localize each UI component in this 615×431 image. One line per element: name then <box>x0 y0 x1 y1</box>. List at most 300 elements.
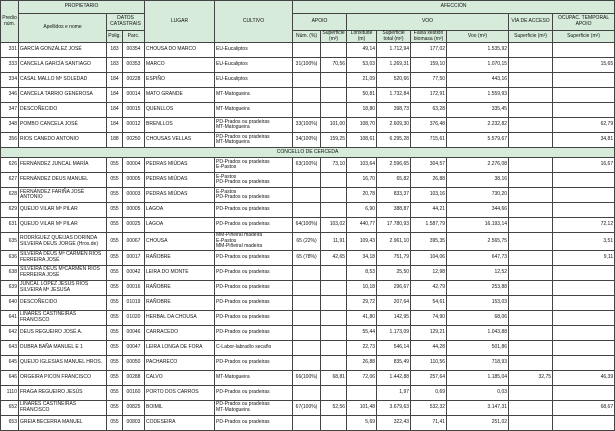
cell-superficie-total: 833,37 <box>377 188 411 203</box>
cell-faixa-xestion: 0,69 <box>411 385 447 400</box>
cell-faixa-xestion: 54,61 <box>411 295 447 310</box>
header-ocupac: OCUPAC. TEMPORAL APOIO <box>553 14 615 31</box>
cell-predio: 635 <box>1 233 19 251</box>
header-parc: Parc. <box>123 31 145 43</box>
cell-ocupac-superficie: 68,67 <box>553 400 615 415</box>
cell-polig: 055 <box>107 218 123 233</box>
table-row <box>1 250 615 265</box>
header-apellidos-nome: Apellidos e nome <box>19 14 107 43</box>
cell-cultivo: PD-Prados ou pradeiras MT-Matogueira <box>215 118 293 133</box>
cell-apoio-num <box>293 265 321 280</box>
cell-apoio-num: 64(100%) <box>293 218 321 233</box>
cell-lugar: RAÑOBRE <box>145 295 215 310</box>
cell-lonxitude: 49,14 <box>347 43 377 58</box>
cell-predio: 640 <box>1 295 19 310</box>
cell-parc: 00017 <box>123 250 145 265</box>
table-row <box>1 340 615 355</box>
cell-apoio-superficie <box>321 415 347 430</box>
cell-faixa-xestion: 44,21 <box>411 203 447 218</box>
header-num: Núm. (%) <box>293 31 321 43</box>
cell-apoio-num <box>293 173 321 188</box>
cell-lonxitude: 53,03 <box>347 58 377 73</box>
cell-via-superficie: 32,75 <box>509 370 553 385</box>
cell-apoio-superficie <box>321 385 347 400</box>
cell-voo-m2: 2.565,75 <box>447 233 509 251</box>
header-afeccion: AFECCIÓN <box>293 1 615 14</box>
cell-ocupac-superficie: 9,11 <box>553 250 615 265</box>
cell-lonxitude: 55,44 <box>347 325 377 340</box>
cell-apoio-superficie: 101,00 <box>321 118 347 133</box>
table-row <box>1 265 615 280</box>
cell-superficie-total: 142,95 <box>377 310 411 325</box>
cell-lugar: ESPIÑO <box>145 73 215 88</box>
cell-predio: 333 <box>1 58 19 73</box>
cell-superficie-total: 25,50 <box>377 265 411 280</box>
cell-lonxitude: 26,88 <box>347 355 377 370</box>
cell-apoio-superficie <box>321 295 347 310</box>
cell-parc: 01020 <box>123 310 145 325</box>
cell-owner-name: QUEIJO IGLESIAS MANUEL HROS. <box>19 355 107 370</box>
cell-polig: 055 <box>107 340 123 355</box>
cell-faixa-xestion: 110,56 <box>411 355 447 370</box>
cell-predio: 348 <box>1 118 19 133</box>
cell-via-superficie <box>509 233 553 251</box>
cell-faixa-xestion: 12,98 <box>411 265 447 280</box>
cell-apoio-num: 31(100%) <box>293 58 321 73</box>
cell-ocupac-superficie <box>553 173 615 188</box>
cell-via-superficie <box>509 280 553 295</box>
cell-owner-name: CASAL MALLO Mª SOLEDAD <box>19 73 107 88</box>
cell-cultivo: C-Labor-labradío secaño <box>215 340 293 355</box>
cell-cultivo: EU-Eucaliptos <box>215 58 293 73</box>
cell-parc: 00067 <box>123 233 145 251</box>
cell-predio: 627 <box>1 173 19 188</box>
cell-polig: 055 <box>107 325 123 340</box>
cell-predio: 347 <box>1 103 19 118</box>
header-via-superficie: Superficie (m²) <box>509 31 553 43</box>
cell-apoio-num <box>293 325 321 340</box>
cell-lonxitude: 108,70 <box>347 118 377 133</box>
cell-predio: 652 <box>1 400 19 415</box>
cell-lugar: PACHARECO <box>145 355 215 370</box>
cell-lugar: CHOUSA DO MARCO <box>145 43 215 58</box>
cell-via-superficie <box>509 250 553 265</box>
cell-owner-name: FERNÁNDEZ FARIÑA JOSÉ ANTONIO <box>19 188 107 203</box>
cell-polig: 055 <box>107 385 123 400</box>
header-polig: Polig. <box>107 31 123 43</box>
cell-via-superficie <box>509 88 553 103</box>
header-apoio: APOIO <box>293 14 347 31</box>
cell-lonxitude: 8,53 <box>347 265 377 280</box>
cell-cultivo: MT-Matogueira <box>215 370 293 385</box>
cell-lugar: CARRACEDO <box>145 325 215 340</box>
cell-superficie-total: 1.712,94 <box>377 43 411 58</box>
cell-superficie-total: 1.173,09 <box>377 325 411 340</box>
cell-predio: 638 <box>1 265 19 280</box>
cell-predio: 645 <box>1 355 19 370</box>
cell-faixa-xestion: 26,88 <box>411 173 447 188</box>
cell-apoio-superficie <box>321 340 347 355</box>
cell-apoio-num: 65 (78%) <box>293 250 321 265</box>
cell-parc: 00042 <box>123 265 145 280</box>
cell-apoio-num <box>293 340 321 355</box>
cell-parc: 00250 <box>123 133 145 148</box>
cell-apoio-superficie <box>321 73 347 88</box>
cell-via-superficie <box>509 325 553 340</box>
cell-via-superficie <box>509 218 553 233</box>
cell-polig: 055 <box>107 355 123 370</box>
cell-polig: 055 <box>107 233 123 251</box>
cell-apoio-num: 67(100%) <box>293 400 321 415</box>
cell-apoio-superficie: 11,91 <box>321 233 347 251</box>
cell-faixa-xestion: 103,16 <box>411 188 447 203</box>
header-datos-catastrais: DATOS CATASTRAIS <box>107 14 145 31</box>
cell-voo-m2: 12,52 <box>447 265 509 280</box>
cell-predio: 628 <box>1 188 19 203</box>
header-voo-m2: Voo (m²) <box>447 31 509 43</box>
table-row <box>1 400 615 415</box>
header-voo: VOO <box>347 14 509 31</box>
table-row <box>1 415 615 430</box>
cell-voo-m2: 501,86 <box>447 340 509 355</box>
cell-via-superficie <box>509 58 553 73</box>
cell-lugar: MARCO <box>145 58 215 73</box>
cell-parc: 01019 <box>123 295 145 310</box>
header-faixa-xestion: Faixa xestión biomasa (m²) <box>411 31 447 43</box>
cell-apoio-num <box>293 188 321 203</box>
cell-apoio-num: 63(100%) <box>293 158 321 173</box>
cell-via-superficie <box>509 73 553 88</box>
cell-apoio-superficie: 52,56 <box>321 400 347 415</box>
cell-parc: 00012 <box>123 118 145 133</box>
cell-superficie-total: 296,67 <box>377 280 411 295</box>
cell-ocupac-superficie <box>553 188 615 203</box>
cell-via-superficie <box>509 385 553 400</box>
cell-owner-name: CANCELA GARCÍA SANTIAGO <box>19 58 107 73</box>
cell-superficie-total: 2.961,10 <box>377 233 411 251</box>
cell-voo-m2: 1.070,15 <box>447 58 509 73</box>
cell-faixa-xestion: 395,35 <box>411 233 447 251</box>
cell-voo-m2: 68,06 <box>447 310 509 325</box>
cell-lonxitude: 440,77 <box>347 218 377 233</box>
cell-apoio-num <box>293 203 321 218</box>
cell-via-superficie <box>509 173 553 188</box>
cell-apoio-num <box>293 295 321 310</box>
cell-apoio-num <box>293 88 321 103</box>
cell-lonxitude: 108,61 <box>347 133 377 148</box>
cell-cultivo: PD-Prados ou pradeiras <box>215 280 293 295</box>
cell-apoio-num <box>293 43 321 58</box>
cell-polig: 183 <box>107 43 123 58</box>
cell-lugar: LEIRA LONGA DE FORA <box>145 340 215 355</box>
cell-ocupac-superficie <box>553 203 615 218</box>
cell-ocupac-superficie <box>553 310 615 325</box>
cell-faixa-xestion: 77,50 <box>411 73 447 88</box>
cell-parc: 00047 <box>123 340 145 355</box>
cell-lugar: RAÑOBRE <box>145 250 215 265</box>
cell-superficie-total: 546,14 <box>377 340 411 355</box>
cell-lugar: LEIRA DO MONTE <box>145 265 215 280</box>
cell-predio: 346 <box>1 88 19 103</box>
cell-faixa-xestion: 304,57 <box>411 158 447 173</box>
cell-parc: 00160 <box>123 385 145 400</box>
cell-via-superficie <box>509 188 553 203</box>
cell-predio: 636 <box>1 250 19 265</box>
cell-voo-m2: 1.559,93 <box>447 88 509 103</box>
cell-lonxitude: 22,73 <box>347 340 377 355</box>
table-row <box>1 218 615 233</box>
table-header <box>1 1 615 43</box>
cell-cultivo: PD-Prados ou pradeiras <box>215 265 293 280</box>
cell-apoio-num: 65 (22%) <box>293 233 321 251</box>
cell-via-superficie <box>509 118 553 133</box>
cell-parc: 00050 <box>123 355 145 370</box>
cell-lugar: CHOUSA <box>145 233 215 251</box>
cell-apoio-num <box>293 280 321 295</box>
cell-polig: 183 <box>107 58 123 73</box>
cell-lugar: PORTO DOS CARROS <box>145 385 215 400</box>
cell-apoio-num <box>293 73 321 88</box>
table-row <box>1 173 615 188</box>
cell-polig: 188 <box>107 133 123 148</box>
cell-lugar: CALVO <box>145 370 215 385</box>
cell-lugar: BRENLLOS <box>145 118 215 133</box>
cell-voo-m2: 251,02 <box>447 415 509 430</box>
cell-ocupac-superficie <box>553 43 615 58</box>
table-row <box>1 203 615 218</box>
cell-apoio-num <box>293 385 321 400</box>
cell-lonxitude: 21,09 <box>347 73 377 88</box>
cell-ocupac-superficie: 16,67 <box>553 158 615 173</box>
cell-owner-name: DESCOÑECIDO <box>19 103 107 118</box>
cell-owner-name: POMBO CANCELA JOSÉ <box>19 118 107 133</box>
cell-ocupac-superficie: 3,51 <box>553 233 615 251</box>
cell-parc: 00005 <box>123 203 145 218</box>
cell-predio: 331 <box>1 43 19 58</box>
cell-lonxitude: 6,90 <box>347 203 377 218</box>
cell-superficie-total: 398,73 <box>377 103 411 118</box>
cell-parc: 00016 <box>123 280 145 295</box>
cell-parc: 00005 <box>123 173 145 188</box>
cell-lugar: BOIMIL <box>145 400 215 415</box>
cell-voo-m2: 38,16 <box>447 173 509 188</box>
cell-polig: 055 <box>107 370 123 385</box>
cell-via-superficie <box>509 355 553 370</box>
cell-superficie-total: 1.442,88 <box>377 370 411 385</box>
cell-apoio-superficie: 73,10 <box>321 158 347 173</box>
cell-superficie-total: 1.732,84 <box>377 88 411 103</box>
cell-polig: 055 <box>107 250 123 265</box>
cell-voo-m2: 1.535,92 <box>447 43 509 58</box>
cell-polig: 055 <box>107 295 123 310</box>
cell-superficie-total: 3.679,63 <box>377 400 411 415</box>
cell-cultivo: PD-Prados ou pradeiras <box>215 310 293 325</box>
cell-parc: 00003 <box>123 188 145 203</box>
cell-owner-name: QUEIJO VILAR Mª PILAR <box>19 203 107 218</box>
cell-voo-m2: 730,20 <box>447 188 509 203</box>
cell-faixa-xestion: 159,10 <box>411 58 447 73</box>
cell-lugar: RAÑOBRE <box>145 280 215 295</box>
cell-via-superficie <box>509 415 553 430</box>
cell-apoio-superficie <box>321 325 347 340</box>
cell-polig: 184 <box>107 88 123 103</box>
table-row <box>1 73 615 88</box>
cell-parc: 00803 <box>123 415 145 430</box>
cell-via-superficie <box>509 158 553 173</box>
cell-lonxitude <box>347 385 377 400</box>
cell-lonxitude: 5,69 <box>347 415 377 430</box>
cell-cultivo: E-Pastos PD-Prados ou pradeiras <box>215 173 293 188</box>
cell-lonxitude: 41,80 <box>347 310 377 325</box>
table-row <box>1 233 615 251</box>
table-row <box>1 118 615 133</box>
header-superficie-total: Superficie total (m²) <box>377 31 411 43</box>
cell-apoio-superficie <box>321 103 347 118</box>
cell-owner-name: DUBRA BAÑA MANUEL E 1 <box>19 340 107 355</box>
cell-superficie-total: 751,79 <box>377 250 411 265</box>
cell-voo-m2: 5.579,67 <box>447 133 509 148</box>
cell-owner-name: QUEIJO VILAR Mª PILAR <box>19 218 107 233</box>
cell-superficie-total: 2.609,30 <box>377 118 411 133</box>
cell-lugar: CODESEIRA <box>145 415 215 430</box>
cell-apoio-superficie: 68,81 <box>321 370 347 385</box>
cell-faixa-xestion: 42,79 <box>411 280 447 295</box>
cell-superficie-total: 17.780,93 <box>377 218 411 233</box>
cell-voo-m2: 2.276,08 <box>447 158 509 173</box>
cell-cultivo: EU-Eucaliptos <box>215 43 293 58</box>
cell-apoio-superficie <box>321 265 347 280</box>
cell-owner-name: SILVEIRA DEUS Mª CARMEN RIOS FERREIRA JOSÉ <box>19 250 107 265</box>
cell-ocupac-superficie <box>553 415 615 430</box>
cell-parc: 00354 <box>123 43 145 58</box>
cell-lonxitude: 20,78 <box>347 188 377 203</box>
cell-owner-name: DESCOÑECIDO <box>19 295 107 310</box>
cell-faixa-xestion: 172,91 <box>411 88 447 103</box>
cell-via-superficie <box>509 133 553 148</box>
cell-lugar: PEDRAS MIÚDAS <box>145 188 215 203</box>
cell-apoio-superficie <box>321 355 347 370</box>
cell-polig: 184 <box>107 73 123 88</box>
cell-predio: 334 <box>1 73 19 88</box>
cell-owner-name: JUNCAL LÓPEZ JESÚS RIOS SILVEIRA Mª JESUSA <box>19 280 107 295</box>
cell-owner-name: CANCELA TARRIO GENEROSA <box>19 88 107 103</box>
cell-via-superficie <box>509 340 553 355</box>
cell-polig: 055 <box>107 158 123 173</box>
cell-ocupac-superficie: 34,81 <box>553 133 615 148</box>
cell-ocupac-superficie <box>553 265 615 280</box>
cell-ocupac-superficie <box>553 88 615 103</box>
cell-apoio-superficie <box>321 310 347 325</box>
cell-predio: 356 <box>1 133 19 148</box>
cell-voo-m2: 344,66 <box>447 203 509 218</box>
cell-polig: 055 <box>107 400 123 415</box>
cell-superficie-total: 388,87 <box>377 203 411 218</box>
cell-polig: 055 <box>107 188 123 203</box>
cell-apoio-num: 66(100%) <box>293 370 321 385</box>
cell-predio: 1110 <box>1 385 19 400</box>
cell-apoio-superficie <box>321 43 347 58</box>
cell-owner-name: FERNÁNDEZ DEUS MANUEL <box>19 173 107 188</box>
cell-via-superficie <box>509 400 553 415</box>
cell-parc: 00288 <box>123 370 145 385</box>
table-row <box>1 158 615 173</box>
cell-polig: 184 <box>107 103 123 118</box>
cell-polig: 055 <box>107 310 123 325</box>
table-row <box>1 280 615 295</box>
cell-predio: 646 <box>1 370 19 385</box>
cell-via-superficie <box>509 203 553 218</box>
table-row <box>1 188 615 203</box>
cell-parc: 00015 <box>123 103 145 118</box>
table-row <box>1 310 615 325</box>
cell-apoio-superficie <box>321 188 347 203</box>
cell-predio: 629 <box>1 203 19 218</box>
cell-cultivo: EU-Eucaliptos <box>215 73 293 88</box>
cell-voo-m2: 647,73 <box>447 250 509 265</box>
cell-superficie-total: 2.596,65 <box>377 158 411 173</box>
cell-parc: 00004 <box>123 158 145 173</box>
header-predio: Predio núm. <box>1 1 19 43</box>
cell-ocupac-superficie <box>553 340 615 355</box>
cell-faixa-xestion: 177,02 <box>411 43 447 58</box>
cell-predio: 642 <box>1 325 19 340</box>
cell-apoio-superficie <box>321 88 347 103</box>
cell-apoio-num <box>293 103 321 118</box>
cell-parc: 00046 <box>123 325 145 340</box>
cell-voo-m2: 1.043,88 <box>447 325 509 340</box>
cell-ocupac-superficie: 46,39 <box>553 370 615 385</box>
cell-lonxitude: 50,81 <box>347 88 377 103</box>
cell-superficie-total: 1,97 <box>377 385 411 400</box>
cell-faixa-xestion: 74,90 <box>411 310 447 325</box>
cell-owner-name: RODRÍGUEZ QUEIJAS DORINDA SILVEIRA DEUS JORGE (Hros.de) <box>19 233 107 251</box>
cell-owner-name: DEUS REGUEIRO JOSÉ A. <box>19 325 107 340</box>
cell-cultivo: PD-Prados ou pradeiras <box>215 355 293 370</box>
cell-apoio-superficie <box>321 203 347 218</box>
cell-lugar: QUENLLOS <box>145 103 215 118</box>
header-cultivo: CULTIVO <box>215 1 293 43</box>
cell-lugar: PEDRAS MIÚDAS <box>145 173 215 188</box>
cell-owner-name: RIOS CANEDO ANTONIO <box>19 133 107 148</box>
cell-superficie-total: 322,43 <box>377 415 411 430</box>
cell-predio: 631 <box>1 218 19 233</box>
header-ocupac-superficie: Superficie (m²) <box>553 31 615 43</box>
header-apoio-superficie: Superficie (m²) <box>322 30 345 42</box>
cell-cultivo: PD-Prados ou pradeiras MT-Matogueira <box>215 133 293 148</box>
cell-apoio-num <box>293 415 321 430</box>
cell-via-superficie <box>509 265 553 280</box>
cell-voo-m2: 443,16 <box>447 73 509 88</box>
cell-apoio-superficie: 42,65 <box>321 250 347 265</box>
cell-lonxitude: 29,72 <box>347 295 377 310</box>
cell-apoio-num: 33(100%) <box>293 118 321 133</box>
header-propietario: PROPIETARIO <box>19 1 145 14</box>
cell-cultivo: MT-Matogueira <box>215 103 293 118</box>
cell-apoio-superficie: 103,02 <box>321 218 347 233</box>
cell-lonxitude: 103,64 <box>347 158 377 173</box>
cell-faixa-xestion: 257,64 <box>411 370 447 385</box>
cell-cultivo: PD-Prados ou pradeiras <box>215 203 293 218</box>
cell-lugar: PEDRAS MIÚDAS <box>145 158 215 173</box>
cell-voo-m2: 2.232,82 <box>447 118 509 133</box>
cell-predio: 653 <box>1 415 19 430</box>
cell-superficie-total: 65,82 <box>377 173 411 188</box>
cell-faixa-xestion: 129,21 <box>411 325 447 340</box>
cell-faixa-xestion: 1.587,79 <box>411 218 447 233</box>
cell-faixa-xestion: 44,28 <box>411 340 447 355</box>
cell-apoio-num <box>293 355 321 370</box>
cell-cultivo: MT-Matogueira <box>215 88 293 103</box>
